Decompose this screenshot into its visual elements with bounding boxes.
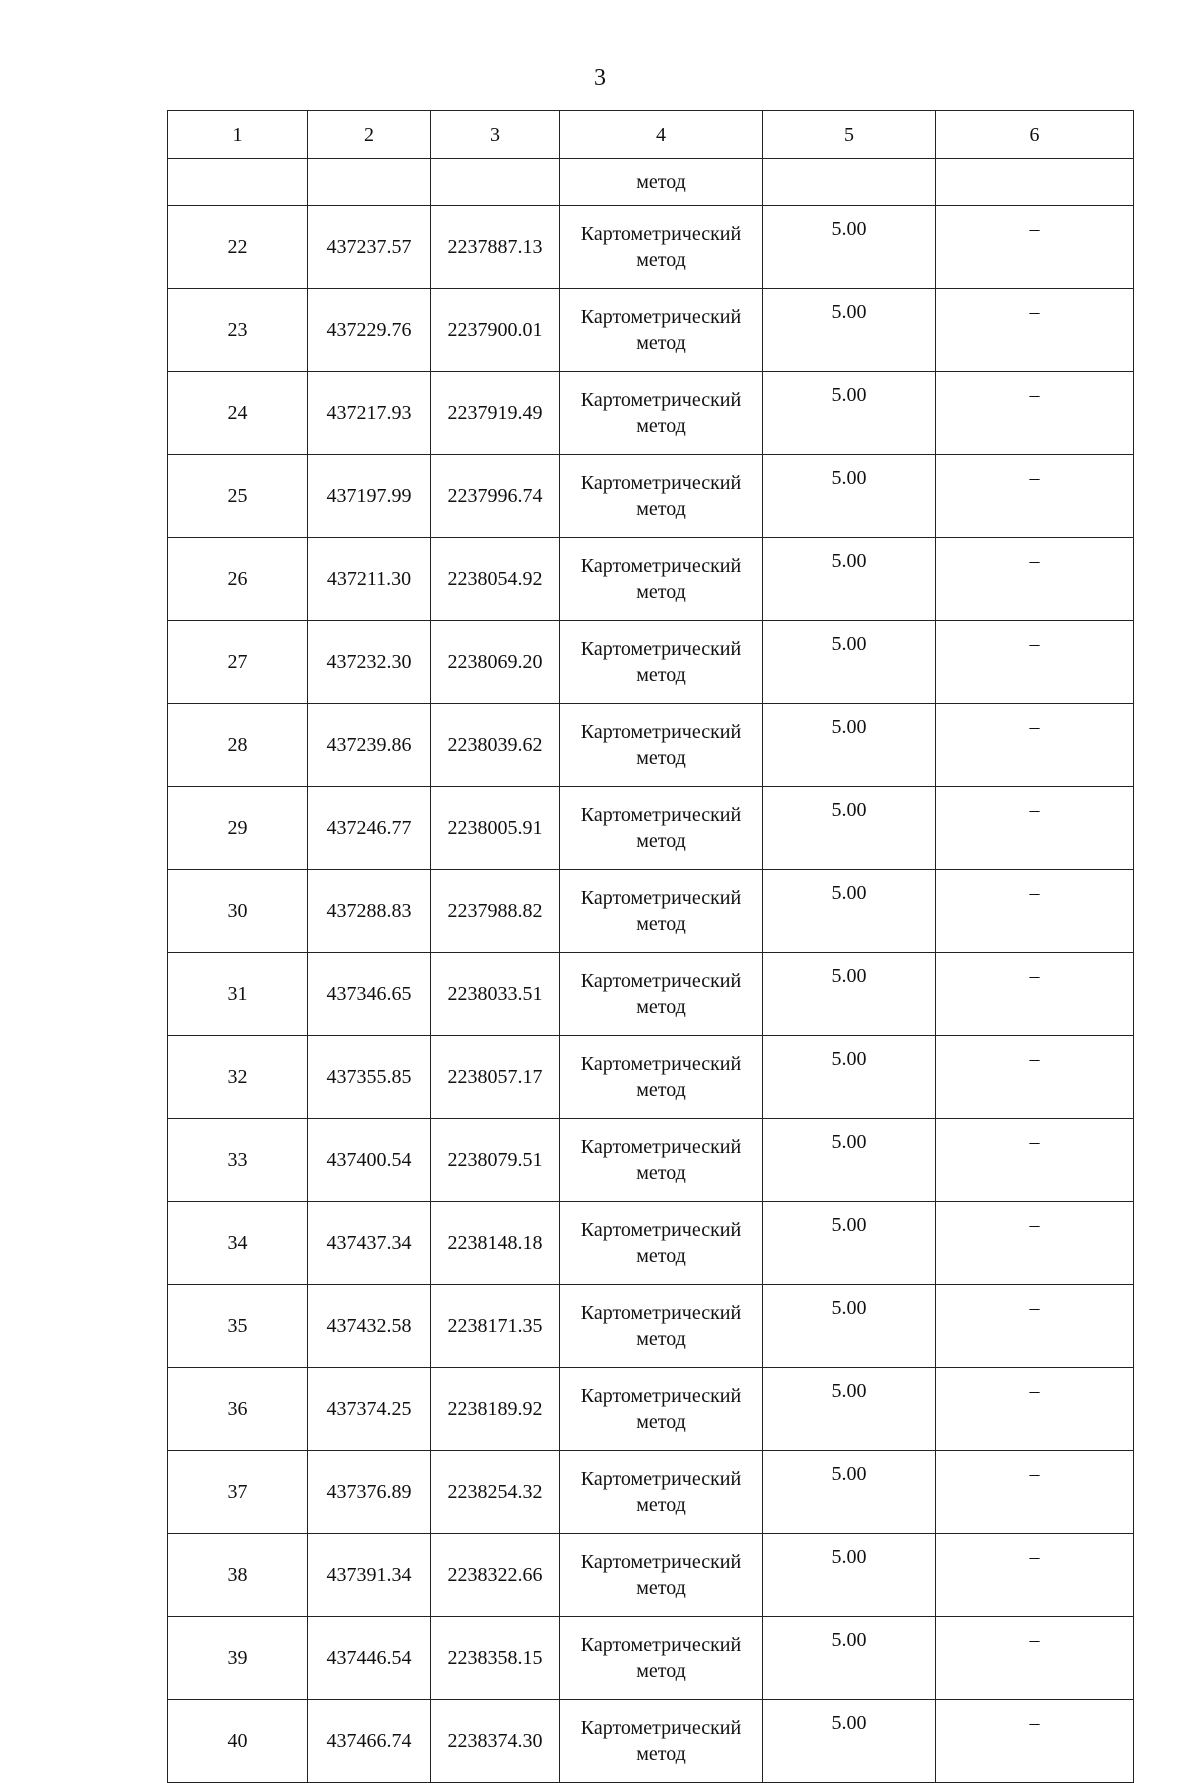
method-line-2: метод	[636, 1494, 686, 1516]
y-coordinate-cell: 2238054.92	[431, 538, 560, 621]
point-number-cell: 31	[168, 953, 308, 1036]
y-coordinate-cell: 2237887.13	[431, 206, 560, 289]
y-coordinate-cell: 2238254.32	[431, 1451, 560, 1534]
description-cell: –	[936, 1534, 1134, 1617]
point-number-cell: 40	[168, 1700, 308, 1783]
table-row	[168, 538, 1134, 621]
y-coordinate-cell: 2237900.01	[431, 289, 560, 372]
accuracy-cell: 5.00	[763, 1119, 936, 1202]
point-number-cell: 24	[168, 372, 308, 455]
table-row	[168, 1119, 1134, 1202]
accuracy-cell: 5.00	[763, 372, 936, 455]
table-row	[168, 206, 1134, 289]
method-line-2: метод	[636, 747, 686, 769]
method-cell	[560, 1202, 763, 1285]
y-coordinate-cell: 2238069.20	[431, 621, 560, 704]
table-row	[168, 1451, 1134, 1534]
table-row	[168, 621, 1134, 704]
table-row	[168, 870, 1134, 953]
table-row	[168, 787, 1134, 870]
table-row	[168, 953, 1134, 1036]
accuracy-cell: 5.00	[763, 206, 936, 289]
point-number-cell: 37	[168, 1451, 308, 1534]
point-number-cell: 23	[168, 289, 308, 372]
description-cell: –	[936, 1036, 1134, 1119]
description-cell: –	[936, 870, 1134, 953]
table-row	[168, 1036, 1134, 1119]
method-line-1: Картометрический	[580, 1717, 742, 1739]
method-line-2: метод	[636, 415, 686, 437]
column-header: 2	[308, 111, 431, 159]
method-line-1: Картометрический	[580, 1385, 742, 1407]
x-coordinate-cell: 437374.25	[308, 1368, 431, 1451]
method-line-2: метод	[636, 1245, 686, 1267]
method-line-2: метод	[636, 830, 686, 852]
accuracy-cell: 5.00	[763, 870, 936, 953]
method-line-2: метод	[636, 1411, 686, 1433]
x-coordinate-cell: 437232.30	[308, 621, 431, 704]
accuracy-cell: 5.00	[763, 1451, 936, 1534]
x-coordinate-cell: 437391.34	[308, 1534, 431, 1617]
description-cell: –	[936, 289, 1134, 372]
method-line-2: метод	[636, 581, 686, 603]
x-coordinate-cell: 437237.57	[308, 206, 431, 289]
description-cell: –	[936, 538, 1134, 621]
method-line-1: Картометрический	[580, 721, 742, 743]
y-coordinate-cell: 2238322.66	[431, 1534, 560, 1617]
y-coordinate-cell: 2238189.92	[431, 1368, 560, 1451]
x-coordinate-cell: 437246.77	[308, 787, 431, 870]
method-line-2: метод	[636, 1162, 686, 1184]
table-row	[168, 1368, 1134, 1451]
description-cell: –	[936, 372, 1134, 455]
method-line-1: Картометрический	[580, 804, 742, 826]
point-number-cell: 32	[168, 1036, 308, 1119]
description-cell: –	[936, 953, 1134, 1036]
table-body	[168, 111, 1134, 1783]
y-coordinate-cell: 2237988.82	[431, 870, 560, 953]
y-coordinate-cell: 2237919.49	[431, 372, 560, 455]
y-coordinate-cell: 2237996.74	[431, 455, 560, 538]
method-line-2: метод	[636, 498, 686, 520]
x-coordinate-cell: 437432.58	[308, 1285, 431, 1368]
x-coordinate-cell: 437376.89	[308, 1451, 431, 1534]
method-line-1: Картометрический	[580, 887, 742, 909]
point-number-cell: 39	[168, 1617, 308, 1700]
point-number-cell: 26	[168, 538, 308, 621]
table-row	[168, 1202, 1134, 1285]
description-cell: –	[936, 621, 1134, 704]
method-line-2: метод	[636, 1743, 686, 1765]
description-cell: –	[936, 1617, 1134, 1700]
accuracy-cell: 5.00	[763, 1036, 936, 1119]
method-line-1: Картометрический	[580, 306, 742, 328]
method-line-1: Картометрический	[580, 1634, 742, 1656]
method-line-2: метод	[636, 332, 686, 354]
table-cell	[308, 159, 431, 206]
y-coordinate-cell: 2238358.15	[431, 1617, 560, 1700]
accuracy-cell: 5.00	[763, 538, 936, 621]
y-coordinate-cell: 2238171.35	[431, 1285, 560, 1368]
table-row	[168, 1617, 1134, 1700]
point-number-cell: 34	[168, 1202, 308, 1285]
description-cell: –	[936, 206, 1134, 289]
method-cell	[560, 1700, 763, 1783]
y-coordinate-cell: 2238057.17	[431, 1036, 560, 1119]
method-cell	[560, 455, 763, 538]
y-coordinate-cell: 2238005.91	[431, 787, 560, 870]
method-line-1: Картометрический	[580, 472, 742, 494]
method-cell	[560, 621, 763, 704]
method-line-1: Картометрический	[580, 1136, 742, 1158]
method-cell	[560, 704, 763, 787]
method-line-2: метод	[636, 664, 686, 686]
x-coordinate-cell: 437288.83	[308, 870, 431, 953]
accuracy-cell: 5.00	[763, 1202, 936, 1285]
point-number-cell: 27	[168, 621, 308, 704]
description-cell: –	[936, 1119, 1134, 1202]
accuracy-cell: 5.00	[763, 1285, 936, 1368]
method-cell	[560, 870, 763, 953]
method-line-1: Картометрический	[580, 1302, 742, 1324]
method-line-1: Картометрический	[580, 223, 742, 245]
point-number-cell: 30	[168, 870, 308, 953]
y-coordinate-cell: 2238079.51	[431, 1119, 560, 1202]
description-cell: –	[936, 1368, 1134, 1451]
method-line-2: метод	[636, 1660, 686, 1682]
description-cell: –	[936, 1700, 1134, 1783]
description-cell: –	[936, 704, 1134, 787]
method-cell	[560, 953, 763, 1036]
accuracy-cell: 5.00	[763, 1617, 936, 1700]
point-number-cell: 29	[168, 787, 308, 870]
method-cell	[560, 206, 763, 289]
description-cell: –	[936, 455, 1134, 538]
accuracy-cell: 5.00	[763, 621, 936, 704]
description-cell: –	[936, 1285, 1134, 1368]
method-cell	[560, 1617, 763, 1700]
method-cell	[560, 1534, 763, 1617]
accuracy-cell: 5.00	[763, 1700, 936, 1783]
point-number-cell: 33	[168, 1119, 308, 1202]
method-cell	[560, 1451, 763, 1534]
table-row	[168, 704, 1134, 787]
header-row	[168, 111, 1134, 159]
method-line-1: Картометрический	[580, 1219, 742, 1241]
x-coordinate-cell: 437400.54	[308, 1119, 431, 1202]
method-cell	[560, 787, 763, 870]
accuracy-cell: 5.00	[763, 953, 936, 1036]
method-line-1: Картометрический	[580, 1053, 742, 1075]
x-coordinate-cell: 437466.74	[308, 1700, 431, 1783]
column-header: 1	[168, 111, 308, 159]
x-coordinate-cell: 437355.85	[308, 1036, 431, 1119]
method-line-1: Картометрический	[580, 638, 742, 660]
method-line-1: Картометрический	[580, 389, 742, 411]
column-header: 6	[936, 111, 1134, 159]
accuracy-cell: 5.00	[763, 289, 936, 372]
method-cell	[560, 538, 763, 621]
point-number-cell: 28	[168, 704, 308, 787]
accuracy-cell: 5.00	[763, 1534, 936, 1617]
point-number-cell: 22	[168, 206, 308, 289]
column-header: 4	[560, 111, 763, 159]
method-line-2: метод	[636, 913, 686, 935]
x-coordinate-cell: 437217.93	[308, 372, 431, 455]
table-row	[168, 372, 1134, 455]
method-cell	[560, 1119, 763, 1202]
table-cell	[168, 159, 308, 206]
continuation-row	[168, 159, 1134, 206]
method-line-1: Картометрический	[580, 970, 742, 992]
y-coordinate-cell: 2238148.18	[431, 1202, 560, 1285]
coordinates-table	[167, 110, 1134, 1783]
method-cell	[560, 1368, 763, 1451]
point-number-cell: 38	[168, 1534, 308, 1617]
table-cell	[936, 159, 1134, 206]
y-coordinate-cell: 2238033.51	[431, 953, 560, 1036]
column-header: 3	[431, 111, 560, 159]
x-coordinate-cell: 437239.86	[308, 704, 431, 787]
table-cell	[763, 159, 936, 206]
y-coordinate-cell: 2238374.30	[431, 1700, 560, 1783]
method-line-2: метод	[636, 1577, 686, 1599]
table-row	[168, 1700, 1134, 1783]
method-line-2: метод	[636, 996, 686, 1018]
table-row	[168, 289, 1134, 372]
x-coordinate-cell: 437197.99	[308, 455, 431, 538]
column-header: 5	[763, 111, 936, 159]
point-number-cell: 35	[168, 1285, 308, 1368]
method-line-1: Картометрический	[580, 555, 742, 577]
method-cell	[560, 1036, 763, 1119]
method-line-2: метод	[636, 249, 686, 271]
method-cell	[560, 289, 763, 372]
table-row	[168, 1285, 1134, 1368]
method-line-1: Картометрический	[580, 1551, 742, 1573]
accuracy-cell: 5.00	[763, 1368, 936, 1451]
description-cell: –	[936, 1202, 1134, 1285]
y-coordinate-cell: 2238039.62	[431, 704, 560, 787]
accuracy-cell: 5.00	[763, 455, 936, 538]
description-cell: –	[936, 787, 1134, 870]
method-cell	[560, 1285, 763, 1368]
x-coordinate-cell: 437211.30	[308, 538, 431, 621]
x-coordinate-cell: 437229.76	[308, 289, 431, 372]
method-line-2: метод	[636, 1328, 686, 1350]
table-cell	[431, 159, 560, 206]
x-coordinate-cell: 437346.65	[308, 953, 431, 1036]
method-line-2: метод	[636, 1079, 686, 1101]
table-row	[168, 1534, 1134, 1617]
accuracy-cell: 5.00	[763, 787, 936, 870]
point-number-cell: 25	[168, 455, 308, 538]
x-coordinate-cell: 437446.54	[308, 1617, 431, 1700]
x-coordinate-cell: 437437.34	[308, 1202, 431, 1285]
method-cell	[560, 372, 763, 455]
page-number: 3	[594, 65, 606, 91]
table-row	[168, 455, 1134, 538]
table-cell: метод	[560, 159, 763, 206]
description-cell: –	[936, 1451, 1134, 1534]
method-line-1: Картометрический	[580, 1468, 742, 1490]
point-number-cell: 36	[168, 1368, 308, 1451]
accuracy-cell: 5.00	[763, 704, 936, 787]
